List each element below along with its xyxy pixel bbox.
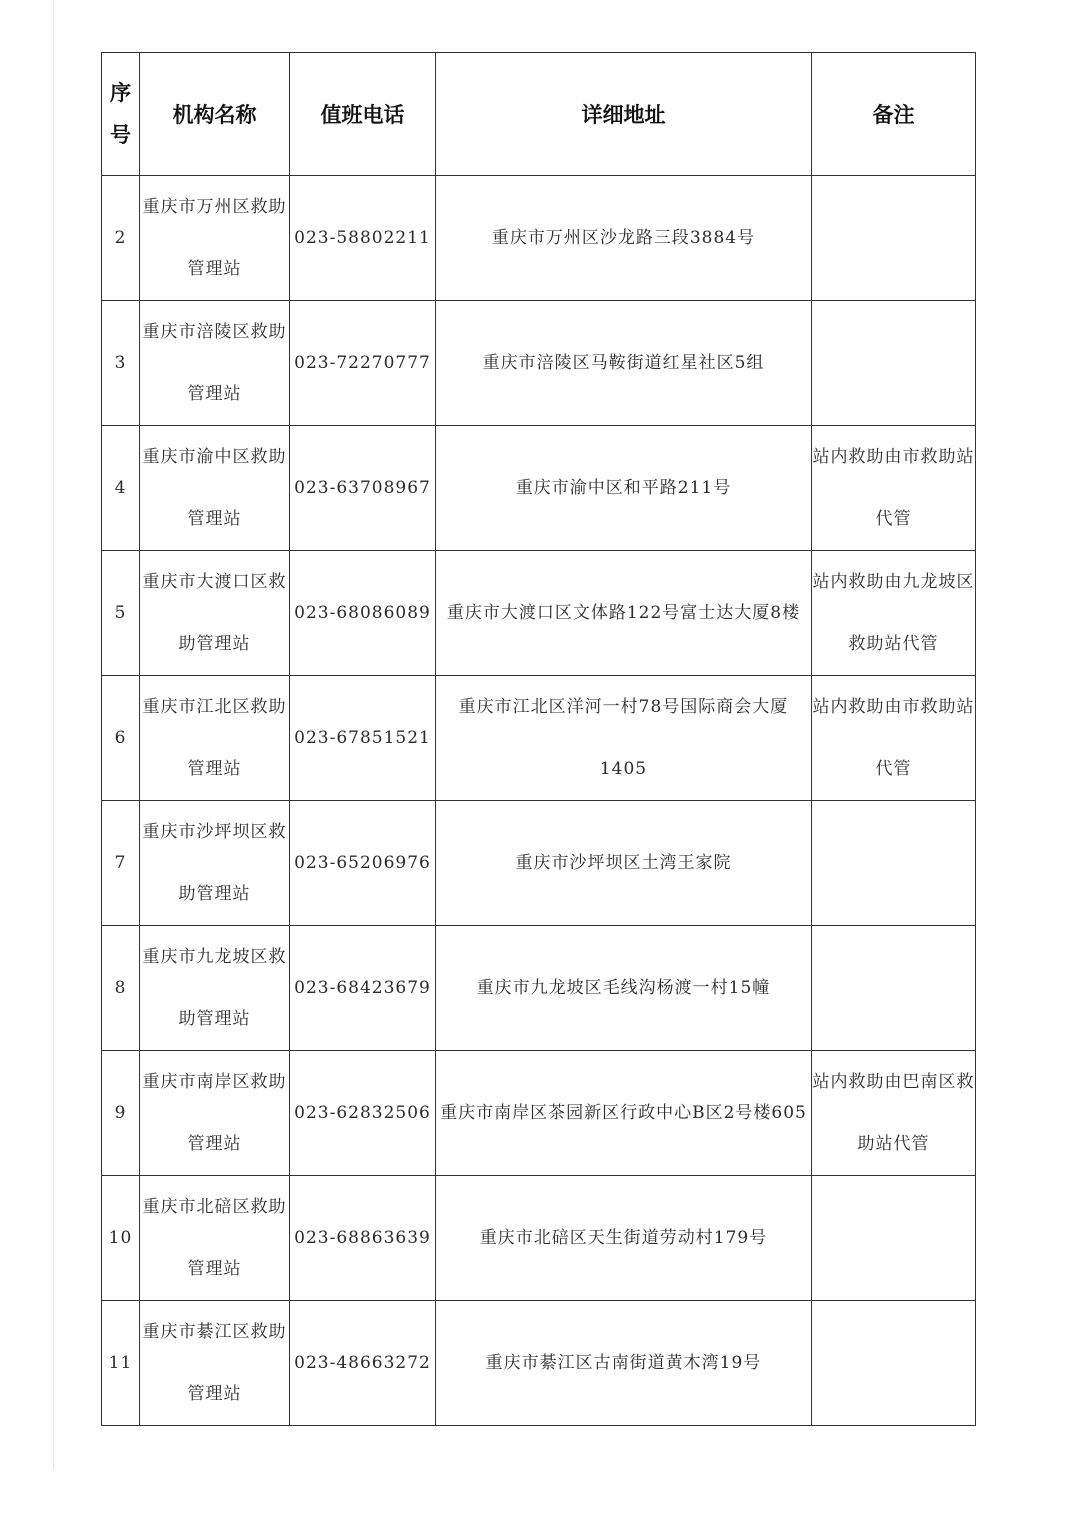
station-address: 重庆市江北区洋河一村78号国际商会大厦1405: [436, 676, 812, 801]
station-address: 重庆市北碚区天生街道劳动村179号: [436, 1176, 812, 1301]
station-name: 重庆市渝中区救助管理站: [140, 426, 290, 551]
table-header-row: [102, 53, 976, 176]
table-row: [102, 1301, 976, 1426]
row-number: 6: [102, 676, 140, 801]
table-row: [102, 676, 976, 801]
table-row: [102, 301, 976, 426]
row-number: 5: [102, 551, 140, 676]
duty-phone: 023-48663272: [290, 1301, 436, 1426]
page-margin-line: [53, 0, 54, 1470]
table-row: [102, 176, 976, 301]
station-name: 重庆市北碚区救助管理站: [140, 1176, 290, 1301]
station-address: 重庆市涪陵区马鞍街道红星社区5组: [436, 301, 812, 426]
table-row: [102, 426, 976, 551]
station-name: 重庆市大渡口区救助管理站: [140, 551, 290, 676]
station-address: 重庆市渝中区和平路211号: [436, 426, 812, 551]
station-note: [812, 1176, 976, 1301]
station-address: 重庆市九龙坡区毛线沟杨渡一村15幢: [436, 926, 812, 1051]
duty-phone: 023-67851521: [290, 676, 436, 801]
station-note: 站内救助由巴南区救助站代管: [812, 1051, 976, 1176]
station-note: 站内救助由市救助站代管: [812, 426, 976, 551]
station-note: [812, 176, 976, 301]
station-name: 重庆市江北区救助管理站: [140, 676, 290, 801]
duty-phone: 023-72270777: [290, 301, 436, 426]
duty-phone: 023-65206976: [290, 801, 436, 926]
header-note: 备注: [812, 53, 976, 176]
duty-phone: 023-68086089: [290, 551, 436, 676]
table-body: [102, 176, 976, 1426]
station-address: 重庆市沙坪坝区土湾王家院: [436, 801, 812, 926]
station-address: 重庆市大渡口区文体路122号富士达大厦8楼: [436, 551, 812, 676]
row-number: 11: [102, 1301, 140, 1426]
duty-phone: 023-58802211: [290, 176, 436, 301]
station-name: 重庆市南岸区救助管理站: [140, 1051, 290, 1176]
duty-phone: 023-62832506: [290, 1051, 436, 1176]
station-address: 重庆市南岸区茶园新区行政中心B区2号楼605: [436, 1051, 812, 1176]
station-address: 重庆市万州区沙龙路三段3884号: [436, 176, 812, 301]
row-number: 3: [102, 301, 140, 426]
row-number: 7: [102, 801, 140, 926]
header-address: 详细地址: [436, 53, 812, 176]
station-note: [812, 926, 976, 1051]
header-phone: 值班电话: [290, 53, 436, 176]
rescue-station-table: [101, 52, 976, 1426]
station-name: 重庆市万州区救助管理站: [140, 176, 290, 301]
header-no: 序号: [102, 53, 140, 176]
table-row: [102, 801, 976, 926]
station-note: [812, 301, 976, 426]
row-number: 2: [102, 176, 140, 301]
row-number: 10: [102, 1176, 140, 1301]
row-number: 8: [102, 926, 140, 1051]
station-name: 重庆市九龙坡区救助管理站: [140, 926, 290, 1051]
station-note: 站内救助由九龙坡区救助站代管: [812, 551, 976, 676]
duty-phone: 023-68423679: [290, 926, 436, 1051]
station-note: [812, 1301, 976, 1426]
duty-phone: 023-63708967: [290, 426, 436, 551]
table-row: [102, 1051, 976, 1176]
row-number: 4: [102, 426, 140, 551]
header-name: 机构名称: [140, 53, 290, 176]
station-note: 站内救助由市救助站代管: [812, 676, 976, 801]
station-name: 重庆市沙坪坝区救助管理站: [140, 801, 290, 926]
station-note: [812, 801, 976, 926]
station-name: 重庆市涪陵区救助管理站: [140, 301, 290, 426]
table-row: [102, 551, 976, 676]
row-number: 9: [102, 1051, 140, 1176]
table-row: [102, 926, 976, 1051]
duty-phone: 023-68863639: [290, 1176, 436, 1301]
station-address: 重庆市綦江区古南街道黄木湾19号: [436, 1301, 812, 1426]
table-row: [102, 1176, 976, 1301]
station-name: 重庆市綦江区救助管理站: [140, 1301, 290, 1426]
